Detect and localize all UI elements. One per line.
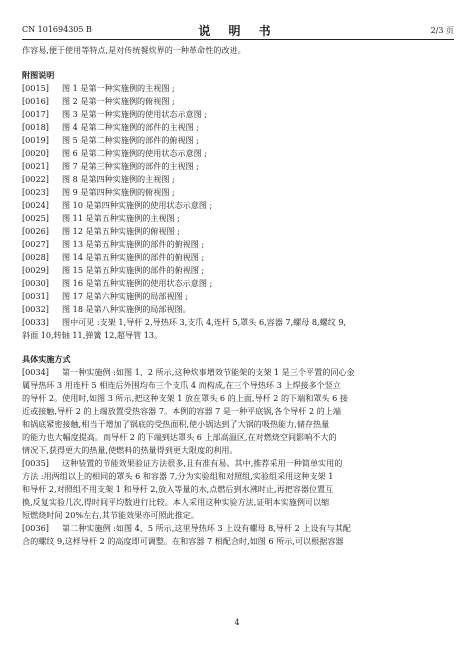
paragraph-0022 xyxy=(22,173,454,186)
paragraph-number: [0032] xyxy=(22,303,49,314)
drawings-heading: 附图说明 xyxy=(22,69,55,80)
paragraph-0032 xyxy=(22,303,454,316)
paragraph-0031 xyxy=(22,290,454,303)
paragraph-number: [0021] xyxy=(22,160,49,171)
paragraph-continuation: 斜面 10,转轴 11,弹簧 12,超导管 13。 xyxy=(22,329,163,340)
paragraph-number: [0018] xyxy=(22,121,49,132)
paragraph-0018 xyxy=(22,121,454,134)
intro-line: 作容易,便于使用等特点,是对传统餐炊界的一种革命性的改进。 xyxy=(22,45,246,55)
paragraph-number: [0016] xyxy=(22,95,49,106)
paragraph-text: 图 5 是第二种实施例的部件的俯视图 ; xyxy=(62,134,200,145)
page-number: 4 xyxy=(234,618,240,627)
paragraph-continuation: 情况下,获得更大的热量,使燃料的热量得到更大限度的利用。 xyxy=(22,445,238,455)
header-rule xyxy=(22,39,454,40)
paragraph-text: 图 7 是第三种实施例的部件的主视图 ; xyxy=(62,160,200,171)
paragraph-text: 图中可见 :支架 1,导杆 2,导热环 3,支爪 4,连杆 5,罩头 6,容器 7,螺母 8,螺纹 9, xyxy=(62,316,347,327)
paragraph-text: 第一种实施例 :如图 1、2 所示,这种炊事增效节能架的支架 1 是三个平置的同心金 xyxy=(62,367,355,377)
paragraph-text: 图 6 是第二种实施例的使用状态示意图 ; xyxy=(62,147,208,158)
paragraph-0024 xyxy=(22,199,454,212)
paragraph-0021 xyxy=(22,160,454,173)
paragraph-text: 图 16 是第五种实施例的使用状态示意图 ; xyxy=(62,277,213,288)
paragraph-text: 图 18 是第八种实施例的局部视图。 xyxy=(62,303,191,314)
paragraph-0036 xyxy=(22,522,454,548)
paragraph-0033 xyxy=(22,316,454,329)
paragraph-text: 图 1 是第一种实施例的主视图 ; xyxy=(62,82,175,93)
paragraph-continuation: 合的螺纹 9,这样导杆 2 的高度即可调整。在和容器 7 相配合时,如图 6 所示,可以根据容器 xyxy=(22,536,344,546)
paragraph-text: 图 12 是第五种实施例的俯视图 ; xyxy=(62,225,180,236)
document-body xyxy=(22,44,454,548)
paragraph-continuation: 的导杆 2。使用时,如图 3 所示,把这种支架 1 放在罩头 6 的上面,导杆 2 的下端和罩头 6 接 xyxy=(22,393,348,403)
paragraph-text: 图 8 是第四种实施例的主视图 ; xyxy=(62,173,175,184)
paragraph-number: [0015] xyxy=(22,82,49,93)
paragraph-number: [0020] xyxy=(22,147,49,158)
paragraph-text: 图 13 是第五种实施例的部件的俯视图 ; xyxy=(62,238,205,249)
paragraph-number: [0034] xyxy=(22,367,49,377)
paragraph-number: [0029] xyxy=(22,264,49,275)
paragraph-number: [0031] xyxy=(22,290,49,301)
paragraph-number: [0036] xyxy=(22,523,49,533)
paragraph-continuation: 和导杆 2,对照组不用支架 1 和导杆 2,放入等量的水,点燃后到水沸时止,再把容器位置互 xyxy=(22,484,334,494)
paragraph-continuation: 换,反复实验几次,得时间平均数进行比较。本人采用这种实验方法,证明本实施例可以缩 xyxy=(22,497,330,507)
paragraph-0030 xyxy=(22,277,454,290)
paragraph-number: [0026] xyxy=(22,225,49,236)
paragraph-text: 图 9 是第四种实施例的俯视图 ; xyxy=(62,186,175,197)
embodiments-heading: 具体实施方式 xyxy=(22,354,71,364)
page-indicator: 2/3 页 xyxy=(430,26,454,35)
paragraph-text: 图 4 是第二种实施例的部件的主视图 ; xyxy=(62,121,200,132)
paragraph-number: [0035] xyxy=(22,458,49,468)
paragraph-text: 图 17 是第六种实施例的局部视图 ; xyxy=(62,290,188,301)
paragraph-number: [0030] xyxy=(22,277,49,288)
paragraph-0015 xyxy=(22,82,454,95)
document-number: CN 101694305 B xyxy=(22,25,92,34)
paragraph-0028 xyxy=(22,251,454,264)
paragraph-text: 这种装置的节能效果验证方法很多,且有准有易。其中,推荐采用一种简单实用的 xyxy=(62,458,343,468)
paragraph-0023 xyxy=(22,186,454,199)
paragraph-number: [0022] xyxy=(22,173,49,184)
paragraph-number: [0019] xyxy=(22,134,49,145)
paragraph-continuation: 属导热环 3 用连杆 5 相连后外围均布三个支爪 4 而构成,在三个导热环 3 上焊接多个竖立 xyxy=(22,380,341,390)
paragraph-0019 xyxy=(22,134,454,147)
document-title: 说 明 书 xyxy=(198,24,278,38)
paragraph-continuation: 和锅底紧密接触,相当于增加了锅底的受热面积,使小锅达到了大锅的吸热能力,储存热量 xyxy=(22,419,330,429)
paragraph-number: [0023] xyxy=(22,186,49,197)
paragraph-number: [0017] xyxy=(22,108,49,119)
paragraph-text: 图 2 是第一种实施例的俯视图 ; xyxy=(62,95,175,106)
paragraph-0025 xyxy=(22,212,454,225)
paragraph-text: 图 15 是第五种实施例的部件的俯视图 ; xyxy=(62,264,205,275)
paragraph-number: [0028] xyxy=(22,251,49,262)
paragraph-number: [0027] xyxy=(22,238,49,249)
paragraph-text: 图 14 是第五种实施例的部件的俯视图 ; xyxy=(62,251,205,262)
paragraph-0016 xyxy=(22,95,454,108)
paragraph-text: 图 11 是第五种实施例的主视图 ; xyxy=(62,212,180,223)
paragraph-0027 xyxy=(22,238,454,251)
paragraph-0035 xyxy=(22,457,454,522)
page-header xyxy=(22,22,454,38)
paragraph-continuation: 方法 :用两组以上的相同的罩头 6 和容器 7,分为实验组和对照组,实验组采用这种支架 1 xyxy=(22,471,334,481)
drawings-list xyxy=(22,82,454,342)
paragraph-0026 xyxy=(22,225,454,238)
paragraph-text: 图 10 是第四种实施例的使用状态示意图 ; xyxy=(62,199,213,210)
paragraph-text: 第二种实施例 :如图 4、5 所示,这里导热环 3 上设有螺母 8,导杆 2 上设有与其配 xyxy=(62,523,351,533)
paragraph-continuation: 短燃烧时间 20%左右,其节能效果亦可照此推定。 xyxy=(22,510,199,520)
paragraph-0034 xyxy=(22,366,454,457)
paragraph-continuation: 的能力也大幅度提高。而导杆 2 的下端到达罩头 6 上部高温区,在对燃烧空间影响不大的 xyxy=(22,432,337,442)
paragraph-0017 xyxy=(22,108,454,121)
paragraph-number: [0025] xyxy=(22,212,49,223)
paragraph-0029 xyxy=(22,264,454,277)
paragraph-text: 图 3 是第一种实施例的使用状态示意图 ; xyxy=(62,108,208,119)
paragraph-0020 xyxy=(22,147,454,160)
paragraph-number: [0024] xyxy=(22,199,49,210)
paragraph-number: [0033] xyxy=(22,316,49,327)
paragraph-continuation: 近或接触,导杆 2 的上端放置受热容器 7。本例的容器 7 是一种平底锅,各个导杆 2 的上端 xyxy=(22,406,341,416)
